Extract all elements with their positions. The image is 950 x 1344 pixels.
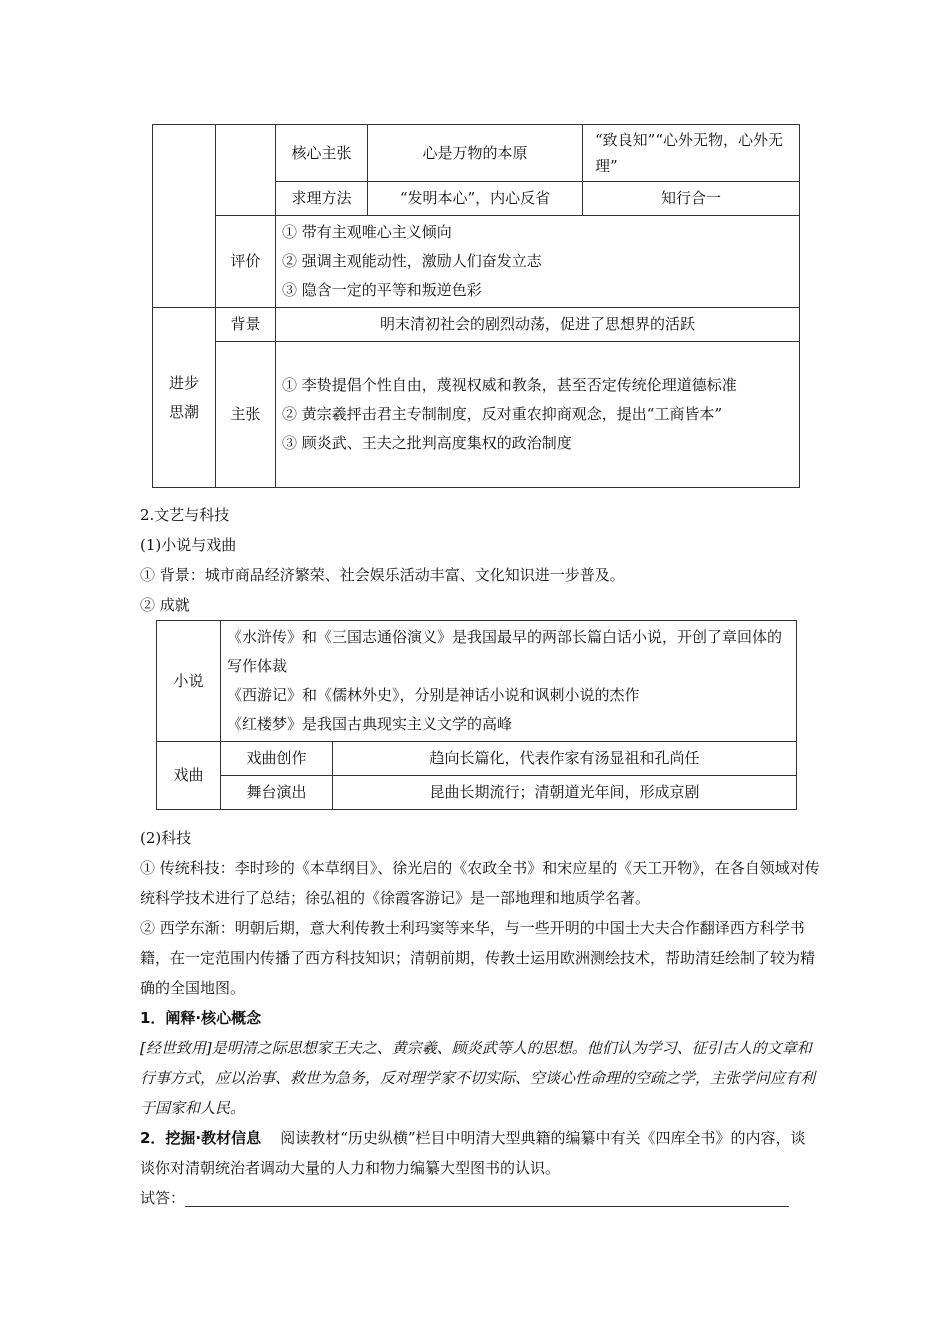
progress-label xyxy=(153,308,216,488)
core-lu: 心是万物的本原 xyxy=(368,125,583,182)
achievement-title: ② 成就 xyxy=(140,596,190,614)
novel-label: 小说 xyxy=(157,621,221,742)
core-label: 核心主张 xyxy=(276,125,368,182)
eval-content xyxy=(276,216,800,308)
create-text: 趋向长篇化，代表作家有汤显祖和孔尚任 xyxy=(333,742,797,776)
claim-label: 主张 xyxy=(216,342,276,488)
eval-label: 评价 xyxy=(216,216,276,308)
eval-item: ① 带有主观唯心主义倾向 xyxy=(282,223,452,241)
science-traditional: ① 传统科技：李时珍的《本草纲目》、徐光启的《农政全书》和宋应星的《天工开物》，在各自领域对传统科学技术进行了总结；徐弘祖的《徐霞客游记》是一部地理和地质学名著。 xyxy=(140,859,820,907)
section-title: 2.文艺与科技 xyxy=(140,506,230,524)
progress-label-text: 进步思潮 xyxy=(168,373,199,421)
claim-item: ② 黄宗羲抨击君主专制制度，反对重农抑商观念，提出“工商皆本” xyxy=(282,405,723,423)
mine-text: 阅读教材“历史纵横”栏目中明清大型典籍的编纂中有关《四库全书》的内容，谈谈你对清朝统治者调动大量的人力和物力编纂大型图书的认识。 xyxy=(140,1129,806,1177)
answer-input-line[interactable] xyxy=(185,1188,789,1207)
subsection-title: (1)小说与戏曲 xyxy=(140,536,237,554)
background-text: ① 背景：城市商品经济繁荣、社会娱乐活动丰富、文化知识进一步普及。 xyxy=(140,566,625,584)
bg-label: 背景 xyxy=(216,308,276,342)
section2-intro xyxy=(140,500,820,620)
science-title: (2)科技 xyxy=(140,829,192,847)
create-label: 戏曲创作 xyxy=(221,742,333,776)
literature-table xyxy=(156,620,797,810)
eval-item: ③ 隐含一定的平等和叛逆色彩 xyxy=(282,281,482,299)
blank-cell xyxy=(153,125,216,308)
science-western: ② 西学东渐：明朝后期，意大利传教士利玛窦等来华，与一些开明的中国士大夫合作翻译西方科学书籍，在一定范围内传播了西方科技知识；清朝前期，传教士运用欧洲测绘技术，帮助清廷绘制了较为精确的全国地图。 xyxy=(140,919,816,997)
philosophy-table xyxy=(152,124,800,488)
core-wang: “致良知”“心外无物，心外无理” xyxy=(583,125,800,182)
method-lu: “发明本心”，内心反省 xyxy=(368,182,583,216)
stage-label: 舞台演出 xyxy=(221,776,333,810)
mine-paragraph xyxy=(140,1123,820,1183)
concept-text: [经世致用]是明清之际思想家王夫之、黄宗羲、顾炎武等人的思想。他们认为学习、征引古人的文章和行事方式，应以治事、救世为急务，反对理学家不切实际、空谈心性命理的空疏之学，主张学问应有利于国家和人民。 xyxy=(140,1039,816,1117)
novel-content xyxy=(221,621,797,742)
stage-text: 昆曲长期流行；清朝道光年间，形成京剧 xyxy=(333,776,797,810)
claim-content xyxy=(276,342,800,488)
novel-item: 《西游记》和《儒林外史》，分别是神话小说和讽刺小说的杰作 xyxy=(227,686,640,704)
bg-text: 明末清初社会的剧烈动荡，促进了思想界的活跃 xyxy=(276,308,800,342)
eval-item: ② 强调主观能动性，激励人们奋发立志 xyxy=(282,252,542,270)
blank-cell xyxy=(216,125,276,216)
novel-item: 《水浒传》和《三国志通俗演义》是我国最早的两部长篇白话小说，开创了章回体的写作体裁 xyxy=(227,628,783,675)
concept-title: 1．阐释·核心概念 xyxy=(140,1009,262,1027)
method-wang: 知行合一 xyxy=(583,182,800,216)
answer-line-row xyxy=(140,1183,820,1213)
mine-title: 2．挖掘·教材信息 xyxy=(140,1129,262,1147)
claim-item: ③ 顾炎武、王夫之批判高度集权的政治制度 xyxy=(282,434,572,452)
claim-item: ① 李贽提倡个性自由，蔑视权威和教条，甚至否定传统伦理道德标准 xyxy=(282,376,737,394)
novel-item: 《红楼梦》是我国古典现实主义文学的高峰 xyxy=(227,715,513,733)
answer-label: 试答： xyxy=(140,1189,186,1207)
science-section xyxy=(140,823,820,1213)
opera-label: 戏曲 xyxy=(157,742,221,810)
method-label: 求理方法 xyxy=(276,182,368,216)
